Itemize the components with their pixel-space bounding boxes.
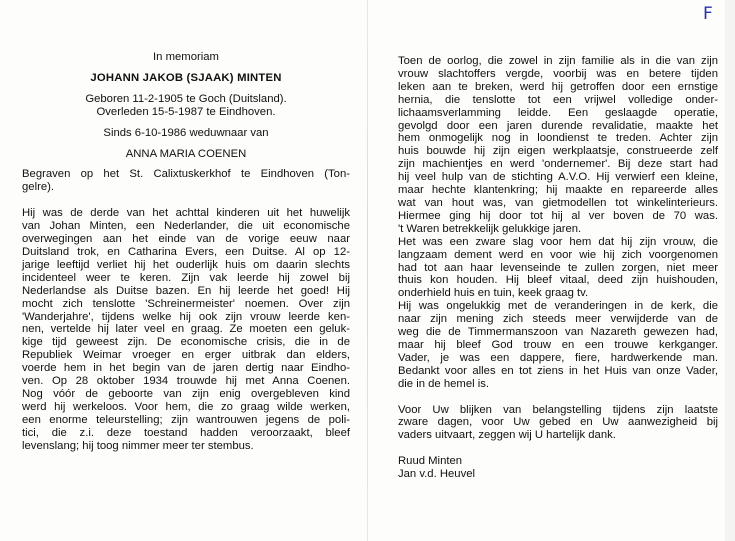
signature-name: Ruud Minten — [398, 455, 463, 468]
text-line: hernia, die tenslotte tot een vrijwel volledige onder- — [398, 93, 718, 106]
text-line: wat van hout was, van gietmodellen tot winkelinterieurs. — [398, 196, 718, 209]
widower-line: Sinds 6-10-1986 weduwnaar van — [103, 126, 269, 139]
text-line: die in de hemel is. — [398, 377, 490, 390]
spouse-name: ANNA MARIA COENEN — [125, 147, 247, 160]
text-line: Hiermee ging hij door tot hij al ver boven de 70 was. — [398, 209, 718, 222]
bio-line: kige tijd geweest zijn. De economische crisis, die in de — [22, 336, 350, 349]
text-line: hij veel hulp van de stichting A.V.O. Hij verwierf een kleine, — [398, 171, 718, 184]
bio-line: tici, die z.i. deze toestand hadden veroorzaakt, bleef — [22, 426, 350, 439]
text-line: vrouw slachtoffers vergde, voorbij was en betere tijden — [398, 67, 718, 80]
death-line: Overleden 15-5-1987 te Eindhoven. — [96, 105, 276, 118]
text-line: Voor Uw blijken van belangstelling tijdens zijn laatste — [398, 403, 718, 416]
text-line: had tot aan haar levenseinde te zullen zorgen, niet meer — [398, 261, 718, 274]
text-line: Hij was ongelukkig met de veranderingen in de kerk, die — [398, 300, 718, 313]
text-line: thuis kon houden. Hij bleef vitaal, deed zijn huishouden, — [398, 274, 718, 287]
text-line: maar hij bleef God trouw en een trouwe kerkganger. — [398, 338, 718, 351]
text-line: Bedankt voor alles en tot ziens in het Huis van onze Vader, — [398, 364, 718, 377]
bio-line: levenslang; hij toog nimmer meer ter stembus. — [22, 439, 254, 452]
text-line: gevolgd door een jaren durende revalidatie, maakte het — [398, 119, 718, 132]
bio-line: nen, vertelde hij later veel en graag. Ze moeten een geluk- — [22, 323, 350, 336]
right-page — [398, 55, 718, 481]
text-line: 't Waren betrekkelijk gelukkige jaren. — [398, 222, 582, 235]
bio-line: werd hij werkeloos. Voor hem, die zo graag wilde werken, — [22, 400, 350, 413]
bio-line: Republiek Weimar vroeger en erger uitbrak dan elders, — [22, 349, 350, 362]
text-line: Toen de oorlog, die zowel in zijn familie als in die van zijn — [398, 55, 718, 67]
bio-line: van Johan Minten, een Nederlander, die uit economische — [22, 220, 350, 233]
text-line: zware dagen, voor Uw gebed en Uw aanwezigheid bij — [398, 416, 718, 429]
illness-paragraph — [398, 55, 718, 236]
burial-line: Begraven op het St. Calixtuskerkhof te Eindhoven (Ton- — [22, 168, 350, 181]
bio-line: Nog vóór de geboorte van zijn enig overgebleven kind — [22, 387, 350, 400]
text-line: hem onmogelijk nog in loondienst te treden. Achter zijn — [398, 132, 718, 145]
bio-line: Duitsland trok, en Catharina Evers, een Duitse. Al op 12- — [22, 245, 350, 258]
bio-line: voerde hem in het begin van de jaren dertig naar Eindho- — [22, 362, 350, 375]
text-line: naar zijn mening zich steeds meer verwijderde van de — [398, 313, 718, 326]
bio-line: Nederlandse als Duitse bazen. En hij leerde het goed! Hij — [22, 284, 350, 297]
signature-name: Jan v.d. Heuvel — [398, 468, 476, 481]
text-line: zijn machientjes en werd 'ondernemer'. Bij deze start had — [398, 158, 718, 171]
burial-paragraph — [22, 168, 350, 194]
left-page — [22, 51, 350, 452]
bio-line: een enorme teleurstelling; zijn wantrouwen jegens de poli- — [22, 413, 350, 426]
bio-line: mocht zich tenslotte 'Schreinermeister' noemen. Over zijn — [22, 297, 350, 310]
text-line: leken aan te breken, werd hij getroffen door een ernstige — [398, 80, 718, 93]
card-edge — [725, 0, 735, 541]
biography-paragraph — [22, 207, 350, 452]
memoriam-heading: In memoriam — [153, 51, 219, 63]
bio-line: ven. Op 28 oktober 1934 trouwde hij met Anna Coenen. — [22, 375, 350, 388]
fold-line — [367, 0, 368, 541]
text-line: Het was een zware slag voor hem dat hij zijn vrouw, die — [398, 235, 718, 248]
bio-line: overwegingen aan het einde van de vorige eeuw naar — [22, 233, 350, 246]
thanks-paragraph — [398, 404, 718, 443]
bio-line: incidenteel weer te keren. Zijn vak leerde hij zowel bij — [22, 271, 350, 284]
wife-paragraph — [398, 236, 718, 301]
signatures — [398, 455, 718, 481]
handwritten-mark: F — [703, 4, 713, 24]
text-line: Vader, je was een dappere, fiere, hardwerkende man. — [398, 351, 718, 364]
text-line: langzaam dement werd en voor wie hij zich voorgenomen — [398, 248, 718, 261]
text-line: huis bouwde hij zijn eigen werkplaatsje, construeerde zelf — [398, 145, 718, 158]
bio-line: 'Wanderjahre', tijdens welke hij ook zijn vrouw leerde ken- — [22, 310, 350, 323]
burial-line: gelre). — [22, 181, 55, 194]
church-paragraph — [398, 300, 718, 390]
text-line: weg die de Timmermanszoon van Nazareth gewezen had, — [398, 326, 718, 339]
bio-line: jarige leeftijd verliet hij het ouderlijk huis om daarin slechts — [22, 258, 350, 271]
text-line: onderhield huis en tuin, keek graag tv. — [398, 287, 589, 300]
birth-line: Geboren 11-2-1905 te Goch (Duitsland). — [85, 92, 287, 105]
deceased-name: JOHANN JAKOB (SJAAK) MINTEN — [90, 71, 282, 84]
text-line: maar hechte klantenkring; hij maakte en repareerde alles — [398, 184, 718, 197]
text-line: lichaamsverlamming leidde. Een geslaagde operatie, — [398, 106, 718, 119]
bio-line: Hij was de derde van het achttal kinderen uit het huwelijk — [22, 207, 350, 220]
text-line: vaders uitvaart, zeggen wij U hartelijk dank. — [398, 429, 616, 442]
